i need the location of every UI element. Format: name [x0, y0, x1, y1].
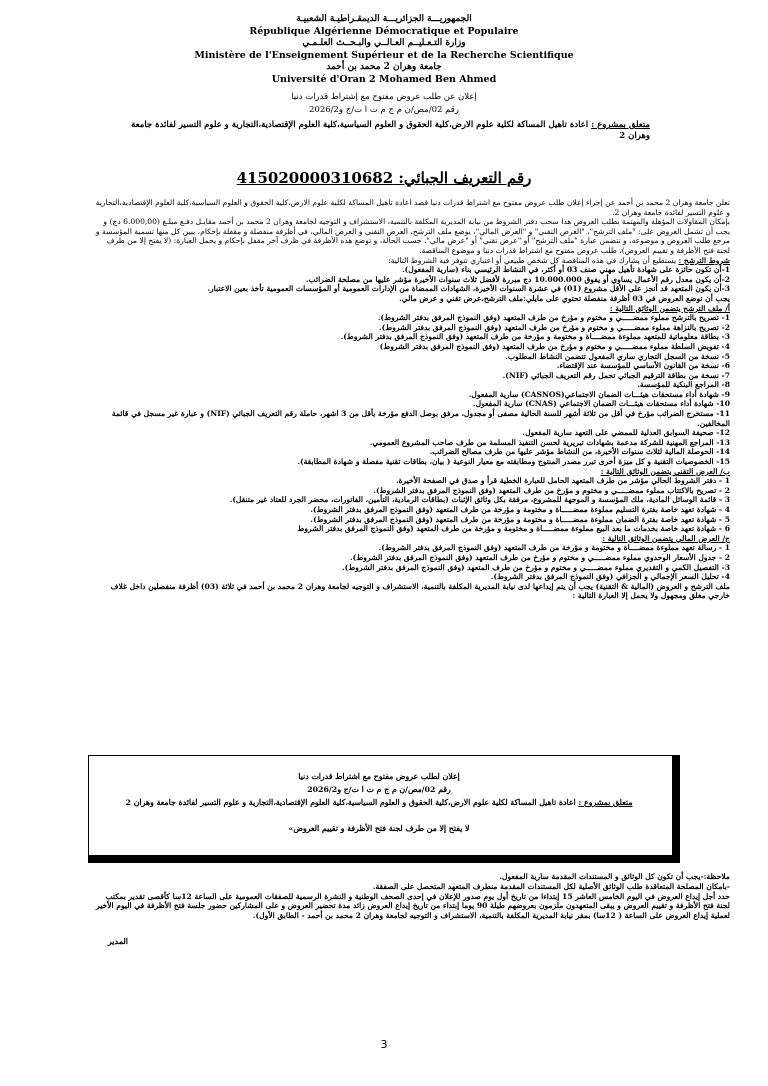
box-subject-text: اعادة تاهيل المساكة لكلية علوم الارض،كلية الحقوق و العلوم السياسية،كلية العلوم الإقتصادية،التجارية و علوم التسير لفائدة جامعة وهران 2	[125, 798, 576, 807]
paragraph-1: بإمكان المقاولات المؤهلة والمهتمة بطلب العروض هذا سحب دفتر الشروط من نيابة المديرية المكلفة بالتنمية، الاستشراف و التوجيه لجامعة وهران 2 محمد بن أحمد مقابـل دفـع مبلـغ (6.000,00 دج) و يجب أن تشمل العروض على: "ملف الترشح"، "العرض التقني" و "العرض المالي"، يوضع ملف الترشح، العرض التقني و العرض المالي، في أظرفة منفصلة و مقفلة بإحكام، يبين كل منها تسمية المؤسسة و مرجع طلب العروض و موضوعه، و تتضمن عبارة "ملف الترشح" أو "عرض تقني" أو "عرض مالي"، حسب الحالة، و توضع هذه الأظرفة في ظرف آخر مقفل بإحكام و يحمل العبارة: (لا يفتح إلا من طرف لجنة فتح الأظرفة و تقييم العروض)، طلب عروض مفتوح مع اشتراط قدرات دنيا و موضوع المناقصة.	[95, 217, 730, 255]
note-1: ملاحظة:-يجب أن تكون كل الوثائق و المستندات المقدمة سارية المفعول.	[499, 872, 730, 881]
notes	[95, 872, 730, 921]
a-item: 10- شهادة أداء مستحقات هيئـــات الضمان الاجتماعي (CNAS) سارية المفعول.	[472, 399, 730, 409]
tax-id	[0, 169, 768, 187]
box-note: لا يفتح إلا من طرف لجنة فتح الأظرفة و تقييم العروض»	[288, 824, 470, 833]
b-item: 5 - شهادة تعهد خاصة بفترة الضمان مملوءة ممضـــــاة و مختومة و مؤرخة من طرف المتعهد (وفق النموذج المرفق بدفتر الشروط).	[310, 514, 730, 524]
a-item: 11- مستخرج الضرائب مؤرخ في أقل من ثلاثة أشهر للسنة الحالية مصفى أو مجدول، مرفق بوصل الدفع مؤرخة بأقل من 3 اشهر، حاملة رقم التعريف الجبائي (NIF) و عبارة غير مسجل في قائمة المخالفين.	[111, 409, 730, 428]
b-item: 1 - دفتر الشروط الحالي مؤشر من طرف المتعهد الحامل للعبارة الخطية قرأ و صدق في الصفحة الأخيرة.	[395, 476, 730, 486]
a-item: 3- بطاقة معلوماتية للمتعهد مملوءة ممضــــاة و مختومة و مؤرخة من طرف المتعهد (وفق النموذج المرفق بدفتر الشروط).	[340, 332, 730, 342]
conditions-heading	[95, 256, 730, 266]
a-item: 6- نسخة من القانون الأساسي للمؤسسة عند الإقتضاء.	[556, 361, 730, 371]
notice-number: رقم 02/مص/ن م ج م ت ا ت/ج و2026/2	[309, 105, 459, 115]
box-title: إعلان لطلب عروض مفتوح مع اشتراط قدرات دنيا	[298, 772, 460, 781]
note-3: حدد أجل إيداع العروض في اليوم الخامس العاشر 15 إبتداءا من تاريخ أول يوم صدور للإعلان في إحدى الصحف الوطنية و النشرة الرسمية للصفقات العمومية على الساعة 12سا كأقصى تقدير بمكتب لجنة فتح الأظرفة و تقييم العروض و يبقى المتعهدون ملزمون بعروضهم طيلة 90 يوما إبتداء من تاريخ إيداع العروض زائد مدة تحضير العروض و على المشاركين حضور جلسة فتح الأظرفة في اليوم الأخير لعملية إيداع العروض على الساعة ( 12سا) بمقر نيابة المديرية المكلفة بالتنمية، الاستشراف و التوجيه لجامعة وهران 2 محمد بن أحمد - الطابق الأول).	[96, 891, 730, 921]
box-number: رقم 02/مص/ن م ج م ت ا ت/ج و2026/2	[307, 785, 451, 794]
cond-title: شروط الترشح :	[678, 255, 730, 265]
a-item: 13- المراجع المهنية للشركة مدعمة بشهادات تبريرية لحسن التنفيذ المسلمة من طرف صاحب المشروع العمومي.	[369, 437, 730, 447]
notice-title: إعلان عن طلب عروض مفتوح مع إشتراط قدرات دنيا	[291, 92, 477, 102]
header-fr-ministry: Ministère de l'Enseignement Supérieur et de la Recherche Scientifique	[194, 50, 574, 61]
page-number: 3	[380, 1038, 388, 1051]
a-item: 8- المراجع البنكية للمؤسسة.	[637, 380, 730, 390]
cond-intro: يستطيع أن يشارك في هذه المناقصة كل شخص طبيعي أو اعتباري تتوفر فيه الشروط التالية:	[388, 255, 677, 265]
box-subject-label: متعلق بمشروع :	[578, 798, 633, 807]
a-item: 5- نسخة من السجل التجاري ساري المفعول تتضمن النشاط المطلوب.	[505, 351, 730, 361]
header-fr-republic: République Algérienne Démocratique et Populaire	[249, 26, 519, 37]
a-item: 15- الخصوصيات التقنية و كل ميزة أخرى تبرر مصدر المنتوج ومطابقته مع معيار النوعية ( بيان، بطاقات تقنية مفصلة و شهادة المطابقة).	[297, 457, 730, 467]
header-ar-university: جامعة وهران 2 محمد بن أحمد	[326, 62, 442, 72]
notice-subject	[110, 120, 650, 142]
header-ar-ministry: وزارة التـعـليــم العـالــي والبـحــث العلـمـي	[302, 38, 466, 48]
a-item: 2- تصريح بالنزاهة مملوء ممضـــــي و مختوم و مؤرخ من طرف المتعهد (وفق النموذج المرفق بدفتر الشروط).	[378, 322, 730, 332]
c-item: 2 - جدول الأسعار الوحدوي مملوء ممضـــــي و مختوم و مؤرخ من طرف المتعهد (وفق النموذج المرفق بدفتر الشروط).	[350, 552, 730, 562]
envelope-rule: يجب أن توضع العروض في 03 أظرفة منفصلة تحتوي على مايلي:ملف الترشح،عرض تقني و عرض مالي.	[399, 293, 730, 303]
condition-2: 2-أن يكون معدل رقم الأعمال يساوي أو يفوق 10.000.000 دج مبررة لأفضل ثلاث سنوات الأخيرة مؤشر عليها من مصلحة الضرائب.	[305, 274, 730, 284]
b-item: 3 - قائمة الوسائل المادية، ملك المؤسسة و الموجهة للمشروع، مرفقة بكل وثائق الإثبات (بطاقات الرمادية، التأمين، الفاتورات، محضر الجرد للعتاد غير متنقل).	[229, 495, 730, 505]
condition-3: 3-أن يكون المتعهد قد أنجز على الأقل مشروع (01) في عشرة السنوات الأخيرة، الشهادات الممضاة من الإدارات العمومية أو المؤسسات العمومية تأخذ بعين الاعتبار.	[207, 284, 730, 294]
a-item: 7- نسخة من بطاقة الترقيم الجبائي تحمل رقم التعريف الجبائي (NIF).	[502, 370, 730, 380]
section-b-title: ب/ العرض التقني يتضمن الوثائق التالية :	[600, 466, 730, 476]
deposit-instructions: ملف الترشح و العروض (المالية & التقنية) يجب أن يتم إيداعها لدى نيابة المديرية المكلفة بالتنمية، الاستشراف و التوجيه لجامعة وهران 2 محمد بن أحمد في ثلاثة (03) أظرفة منفصلين داخل غلاف خارجي مغلق ومجهول ولا يحمل إلا العبارة التالية :	[110, 581, 730, 601]
header-ar-republic: الجمهوريـــة الجزائريـــة الديمقـراطيـة الشعبيـة	[296, 14, 472, 24]
box-subject	[99, 798, 659, 808]
condition-1: 1-أن تكون حائزة على شهادة تأهيل مهني صنف 03 أو أكثر، في النشاط الرئيسي بناء (سارية المفعول).	[401, 265, 730, 275]
a-item: 12- صحيفة السوابق العدلية للممضي على التعهد سارية المفعول.	[522, 428, 730, 438]
header-fr-university: Université d'Oran 2 Mohamed Ben Ahmed	[271, 74, 497, 85]
section-c-title: ج/ العرض المالي يتضمن الوثائق التالية :	[602, 533, 730, 543]
notice-body	[95, 198, 730, 601]
tax-id-text: رقم التعريف الجبائي: 415020000310682	[236, 169, 532, 187]
b-item: 6 - شهادة تعهد خاصة بخدمات ما بعد البيع مملوءة ممضـــــاة و مختومة و مؤرخة من طرف المتعهد (وفق النموذج المرفق بدفتر الشروط	[297, 524, 730, 534]
section-a-title: أ/ ملف الترشح يتضمن الوثائق التالية :	[609, 303, 730, 313]
intro: تعلن جامعة وهران 2 محمد بن أحمد عن إجراء إعلان طلب عروض مفتوح مع اشتراط قدرات دنيا قصد اعادة تاهيل المساكة لكلية علوم الارض،كلية الحقوق و العلوم السياسية،كلية العلوم الإقتصادية،التجارية و علوم التسير لفائدة جامعة وهران 2.	[95, 198, 730, 217]
subject-label: متعلق بمشروع :	[591, 120, 650, 130]
c-item: 1 - رسالة تعهد مملوءة ممضــــاة و مختومة و مؤرخة من طرف المتعهد (وفق النموذج المرفق بدفتر الشروط).	[378, 543, 730, 553]
a-item: 4- تفويض السلطة مملوء ممضـــــي و مختوم و مؤرخ من طرف المتعهد (وفق النموذج المرفق بدفتر الشروط)	[379, 341, 730, 351]
b-item: 4 - شهادة تعهد خاصة بفترة التسليم مملوءة ممضـــــاة و مختومة و مؤرخة من طرف المتعهد (وفق النموذج المرفق بدفتر الشروط).	[310, 505, 730, 514]
a-item: 1- تصريح بالترشح مملوء ممضـــــي و مختوم و مؤرخ من طرف المتعهد (وفق النموذج المرفق بدفتر الشروط).	[377, 313, 730, 323]
a-item: 9- شهادة أداء مستحقات هيئـــات الضمان الاجتماعي(CASNOS) سارية المفعول.	[468, 389, 730, 399]
director-signature-label: المدير	[107, 936, 128, 946]
note-2: -بامكان المصلحة المتعاقدة طلب الوثائق الأصلية لكل المستندات المقدمة منطرف المتعهد المتحصل على الصفقة.	[372, 881, 730, 891]
b-item: 2 - تصريح بالاكتتاب مملوء ممضـــــي و مختوم و مؤرخ من طرف المتعهد (وفق النموذج المرفق بدفتر الشروط).	[373, 485, 730, 495]
envelope-label-box	[88, 755, 680, 863]
c-item: 3- التفصيل الكمي و التقديري مملوء ممضـــــي و مختوم و مؤرخ من طرف المتعهد (وفق النموذج المرفق بدفتر الشروط).	[342, 562, 730, 572]
subject-text: اعادة تاهيل المساكة لكلية علوم الارض،كلية الحقوق و العلوم السياسية،كلية العلوم الإقتصادية،التجارية و علوم التسير لفائدة جامعة وهران 2	[131, 120, 650, 141]
c-item: 4- تحليل السعر الإجمالي و الجزافي (وفق النموذج المرفق بدفتر الشروط).	[490, 572, 730, 582]
a-item: 14- الحوصلة المالية لثلاث سنوات الأخيرة، من النشاط مؤشر عليها من طرف مصالح الضرائب.	[429, 447, 730, 457]
